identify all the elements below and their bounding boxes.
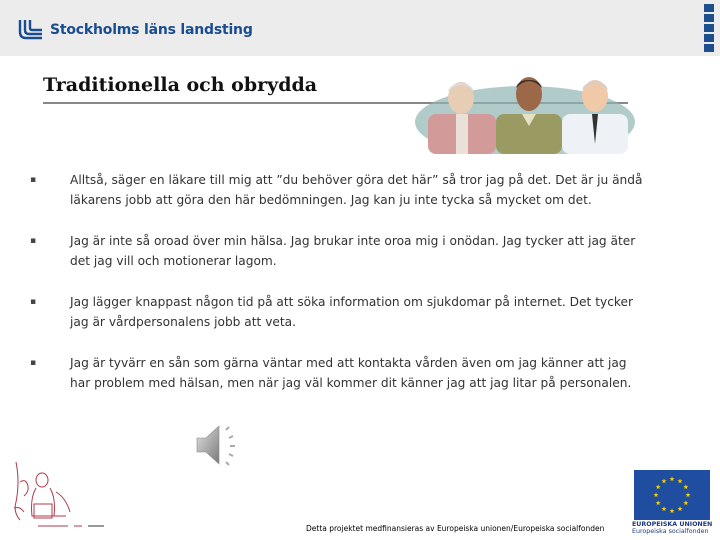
bullet-item bbox=[30, 292, 650, 332]
funding-statement: Detta projektet medfinansieras av Europeiska unionen/Europeiska socialfonden bbox=[306, 524, 605, 533]
bullet-text: Jag är tyvärr en sån som gärna väntar med att kontakta vården även om jag känner att jag har problem med hälsan, men när jag väl kommer dit känner jag att jag litar på personalen. bbox=[70, 356, 632, 390]
people-illustration bbox=[414, 62, 636, 154]
bullet-text: Alltså, säger en läkare till mig att ”du behöver göra det här” så tror jag på det. Det är ju ändå läkarens jobb att göra den här bedömningen. Jag kan ju inte tycka så mycket om det. bbox=[70, 173, 643, 207]
org-name: Stockholms läns landsting bbox=[50, 22, 253, 38]
sketch-illustration bbox=[8, 452, 118, 532]
corner-decoration bbox=[700, 2, 716, 54]
eu-label bbox=[632, 521, 718, 535]
eu-label-title: EUROPEISKA UNIONEN bbox=[632, 521, 713, 528]
bullet-text: Jag lägger knappast någon tid på att söka information om sjukdomar på internet. Det tycker jag är vårdpersonalens jobb att veta. bbox=[70, 295, 634, 329]
bullet-item bbox=[30, 353, 650, 393]
bullet-item bbox=[30, 170, 650, 210]
slide-title: Traditionella och obrydda bbox=[43, 74, 318, 96]
bullet-icon: ▪ bbox=[30, 297, 37, 307]
bullet-icon: ▪ bbox=[30, 358, 37, 368]
bullet-text: Jag är inte så oroad över min hälsa. Jag brukar inte oroa mig i onödan. Jag tycker att jag äter det jag vill och motionerar lagom. bbox=[70, 234, 636, 268]
eu-label-sub: Europeiska socialfonden bbox=[632, 528, 709, 535]
sll-logo-icon bbox=[16, 18, 46, 42]
bullet-list bbox=[30, 170, 650, 414]
bullet-item bbox=[30, 231, 650, 271]
audio-speaker-icon[interactable] bbox=[193, 420, 243, 470]
sll-logo bbox=[16, 18, 253, 42]
eu-flag-icon bbox=[634, 470, 710, 520]
bullet-icon: ▪ bbox=[30, 236, 37, 246]
bullet-icon: ▪ bbox=[30, 175, 37, 185]
